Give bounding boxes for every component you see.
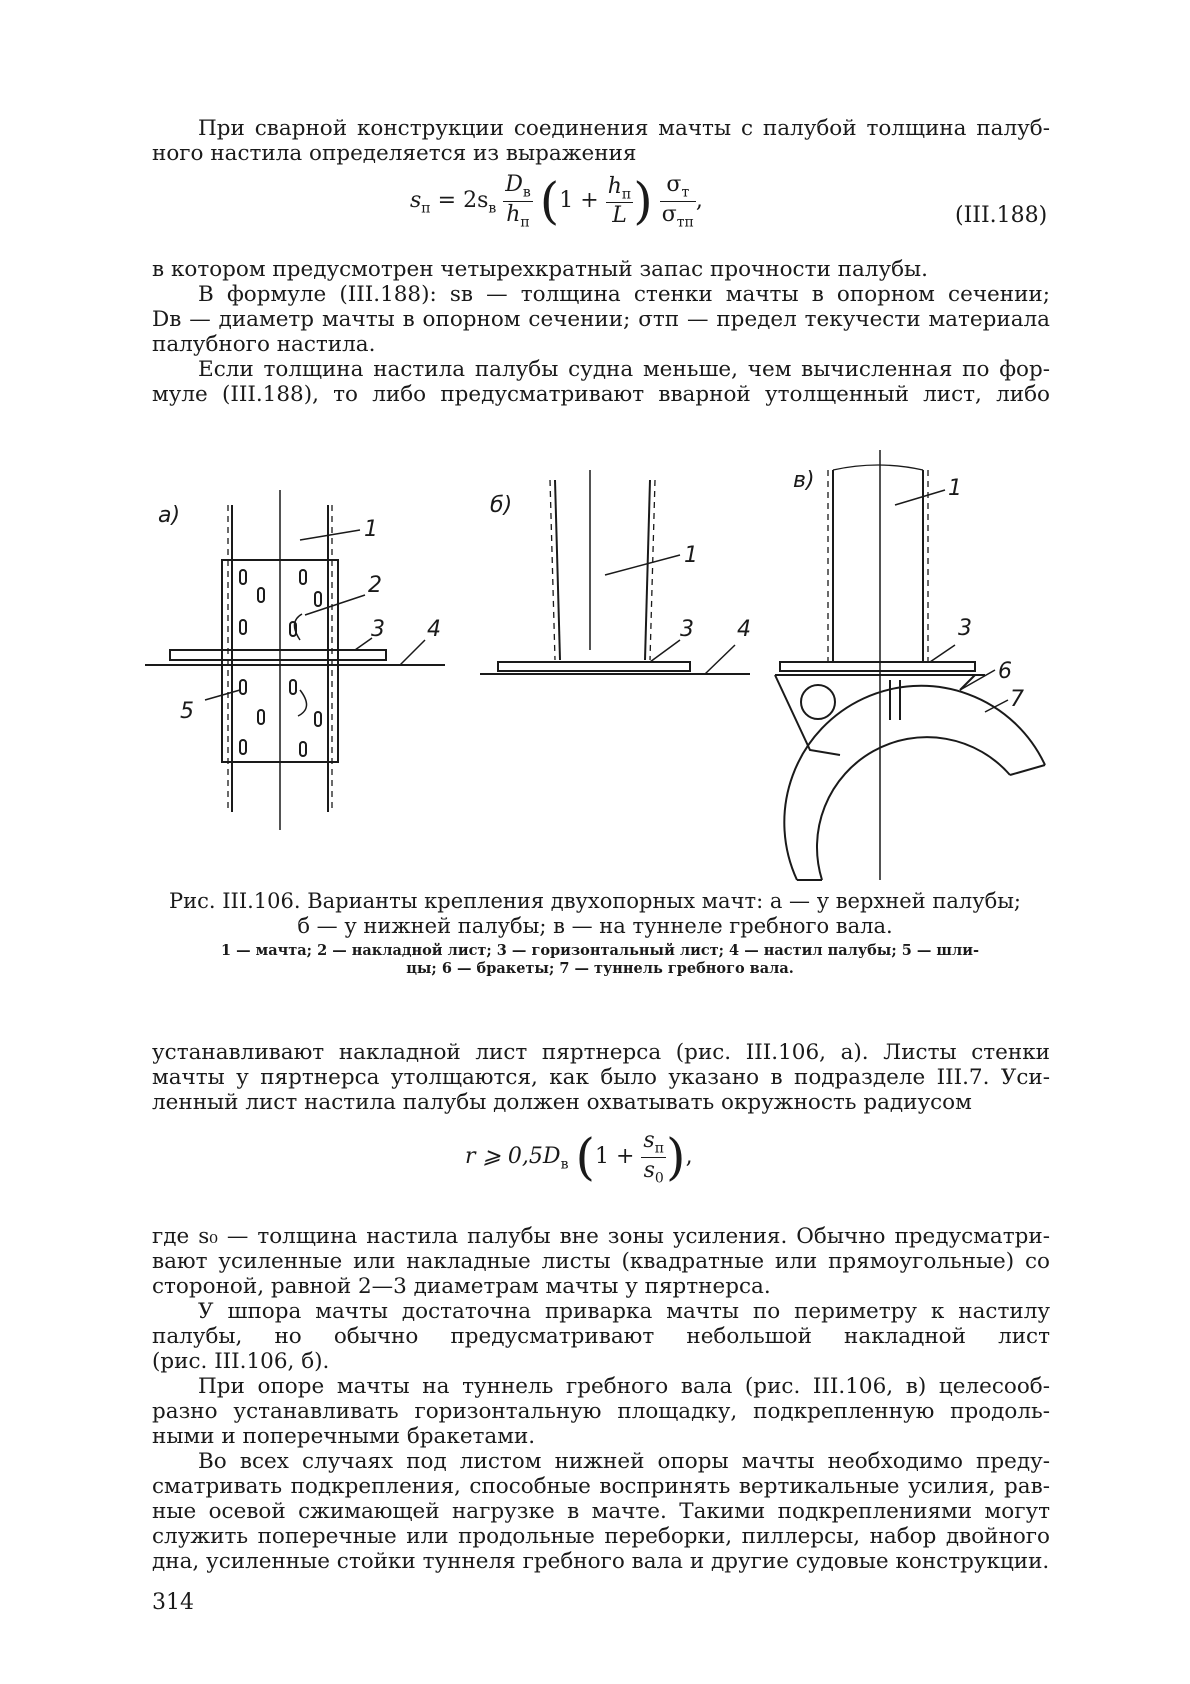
- para6-line2: вают усиленные или накладные листы (квадратные или прямоугольные) со: [152, 1249, 1050, 1274]
- label-a: а): [158, 503, 181, 528]
- callout-b-1: 1: [684, 543, 698, 568]
- para4-line1: Если толщина настила палубы судна меньше, чем вычисленная по фор-: [198, 357, 1050, 382]
- figure-a-drawing: [145, 490, 445, 830]
- callout-v-7: 7: [1010, 687, 1024, 712]
- callout-a-2: 2: [368, 573, 382, 598]
- para9-line5: дна, усиленные стойки туннеля гребного вала и другие судовые конструкции.: [152, 1549, 1050, 1574]
- para6-line3: стороной, равной 2—3 диаметрам мачты у пяртнерса.: [152, 1274, 771, 1299]
- para1-line1: При сварной конструкции соединения мачты с палубой толщина палуб-: [198, 116, 1050, 141]
- para5-line1: устанавливают накладной лист пяртнерса (рис. III.106, а). Листы стенки: [152, 1040, 1050, 1065]
- para9-line3: ные осевой сжимающей нагрузке в мачте. Такими подкреплениями могут: [152, 1499, 1050, 1524]
- callout-a-1: 1: [364, 517, 378, 542]
- fraction-sigma: $\frac{\sigma_т}{\sigma_{тп}}$: [661, 172, 694, 230]
- para8-line1: При опоре мачты на туннель гребного вала (рис. III.106, в) целесооб-: [198, 1374, 1050, 1399]
- para9-line1: Во всех случаях под листом нижней опоры мачты необходимо преду-: [198, 1449, 1050, 1474]
- callout-v-1: 1: [948, 476, 962, 501]
- para8-line2: разно устанавливать горизонтальную площадку, подкрепленную продоль-: [152, 1399, 1050, 1424]
- para3-line2: Dв — диаметр мачты в опорном сечении; σтп — предел текучести материала: [152, 307, 1050, 332]
- callout-a-4: 4: [427, 617, 441, 642]
- fraction-s-over-s0: $\frac{s_п}{s_0}$: [643, 1128, 665, 1186]
- figure-caption-line1: Рис. III.106. Варианты крепления двухопорных мачт: а — у верхней палубы;: [168, 889, 1022, 913]
- figure-legend-line1: 1 — мачта; 2 — накладной лист; 3 — горизонтальный лист; 4 — настил палубы; 5 — шли-: [221, 942, 979, 959]
- para1-line2: ного настила определяется из выражения: [152, 141, 637, 166]
- para2-line1: в котором предусмотрен четырехкратный запас прочности палубы.: [152, 257, 928, 282]
- callout-v-6: 6: [998, 659, 1012, 684]
- para9-line4: служить поперечные или продольные переборки, пиллерсы, набор двойного: [152, 1524, 1050, 1549]
- callout-a-3: 3: [371, 617, 385, 642]
- callout-b-3: 3: [680, 617, 694, 642]
- para7-line2: палубы, но обычно предусматривают небольшой накладной лист: [152, 1324, 1050, 1349]
- para5-line3: ленный лист настила палубы должен охватывать окружность радиусом: [152, 1090, 972, 1115]
- para3-line1: В формуле (III.188): sв — толщина стенки мачты в опорном сечении;: [198, 282, 1050, 307]
- equation-number: (III.188): [955, 203, 1048, 228]
- callout-b-4: 4: [737, 617, 751, 642]
- label-b: б): [490, 493, 513, 518]
- para8-line3: ными и поперечными бракетами.: [152, 1424, 536, 1449]
- fraction-h-over-l: $\frac{h_п}{L}$: [607, 173, 632, 229]
- figure-b-drawing: [480, 470, 750, 674]
- para9-line2: сматривать подкрепления, способные воспринять вертикальные усилия, рав-: [152, 1474, 1050, 1499]
- figure-legend-line2: цы; 6 — бракеты; 7 — туннель гребного вала.: [406, 960, 794, 977]
- para7-line3: (рис. III.106, б).: [152, 1349, 330, 1374]
- para6-line1: где s₀ — толщина настила палубы вне зоны усиления. Обычно предусматри-: [152, 1224, 1050, 1249]
- para3-line3: палубного настила.: [152, 332, 376, 357]
- para4-line2: муле (III.188), то либо предусматривают вварной утолщенный лист, либо: [152, 382, 1050, 407]
- formula-III-188: $s_п = 2s_в$ $\frac{D_в}{h_п}$ (1 + $\frac{h_п}{L}$ ) $\frac{\sigma_т}{\sigma_{тп}}$ ,: [410, 172, 703, 230]
- callout-v-3: 3: [958, 616, 972, 641]
- para5-line2: мачты у пяртнерса утолщаются, как было указано в подразделе III.7. Уси-: [152, 1065, 1050, 1090]
- formula-radius: r ⩾ $0,5D_в$ (1 + $\frac{s_п}{s_0}$ ),: [465, 1128, 693, 1186]
- page-number: 314: [152, 1590, 194, 1615]
- callout-a-5: 5: [180, 699, 194, 724]
- fraction-d-over-h: $\frac{D_в}{h_п}$: [505, 172, 531, 230]
- para7-line1: У шпора мачты достаточна приварка мачты по периметру к настилу: [198, 1299, 1050, 1324]
- label-v: в): [793, 468, 815, 493]
- figure-caption-line2: б — у нижней палубы; в — на туннеле гребного вала.: [297, 914, 893, 938]
